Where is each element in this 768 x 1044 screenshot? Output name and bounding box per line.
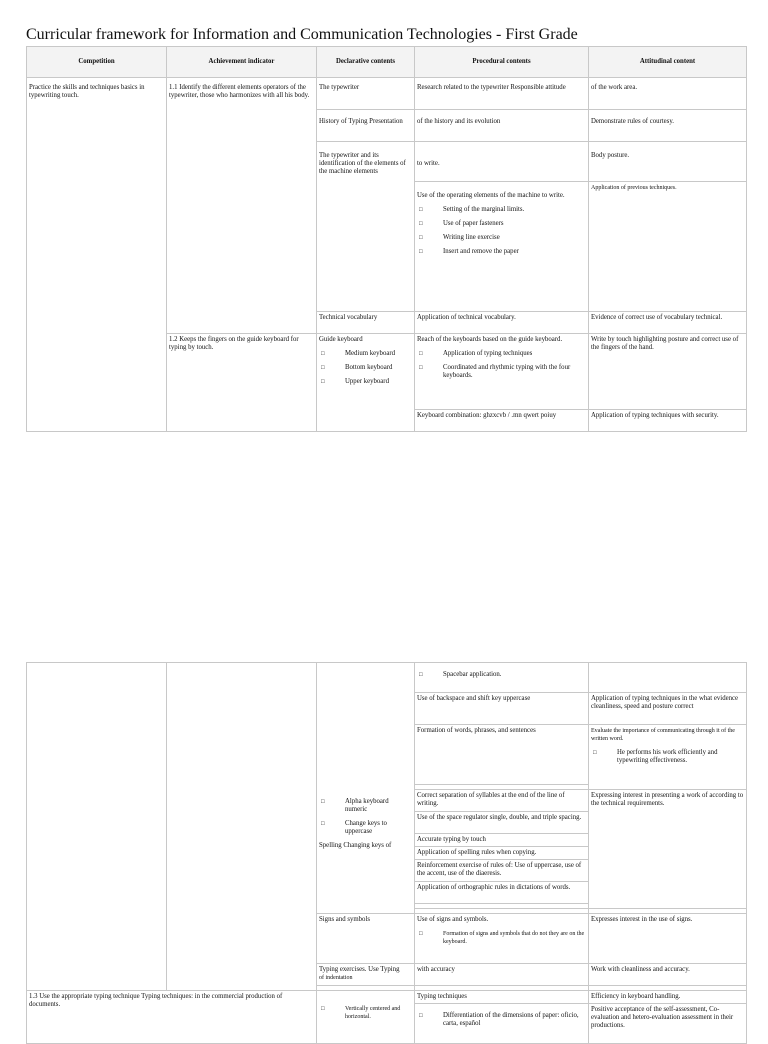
procedural-cell: Reinforcement exercise of rules of: Use of uppercase, use of the accent, use of the diaeresis. <box>415 860 589 882</box>
procedural-cell: Research related to the typewriter Responsible attitude <box>415 78 589 110</box>
declarative-subtext: of indentation <box>319 975 353 981</box>
declarative-text: Spelling Changing keys of <box>319 842 392 849</box>
bullet-item: □ Coordinated and rhythmic typing with the four keyboards. <box>417 364 586 380</box>
procedural-text: Reach of the keyboards based on the guide keyboard. <box>417 336 563 343</box>
header-attitudinal: Attitudinal content <box>589 47 747 78</box>
procedural-cell: with accuracy <box>415 964 589 986</box>
procedural-cell: Application of orthographic rules in dictations of words. <box>415 882 589 904</box>
declarative-text: Guide keyboard <box>319 336 363 343</box>
procedural-cell <box>415 663 589 693</box>
declarative-cell: History of Typing Presentation <box>317 110 415 142</box>
page-title: Curricular framework for Information and Communication Technologies - First Grade <box>26 26 578 43</box>
attitudinal-cell: of the work area. <box>589 78 747 110</box>
procedural-cell: Keyboard combination: ghzxcvb / .mn qwert poiuy <box>415 410 589 432</box>
procedural-cell: Typing techniques <box>415 991 589 1004</box>
bullet-item: □ Formation of signs and symbols that do not they are on the keyboard. <box>417 930 586 946</box>
attitudinal-cell: Evidence of correct use of vocabulary technical. <box>589 312 747 334</box>
header-achievement: Achievement indicator <box>167 47 317 78</box>
indicator-cell: 1.2 Keeps the fingers on the guide keyboard for typing by touch. <box>167 334 317 432</box>
attitudinal-cell: Expresses interest in the use of signs. <box>589 914 747 964</box>
bullet-item: □ Insert and remove the paper <box>417 248 586 256</box>
header-row <box>27 47 747 78</box>
attitudinal-cell <box>589 663 747 693</box>
attitudinal-cell: Efficiency in keyboard handling. <box>589 991 747 1004</box>
procedural-cell <box>415 334 589 410</box>
header-declarative: Declarative contents <box>317 47 415 78</box>
attitudinal-cell: Application of previous techniques. <box>589 182 747 312</box>
procedural-cell: Application of technical vocabulary. <box>415 312 589 334</box>
indicator-cell: 1.1 Identify the different elements operators of the typewriter, those who harmonizes with all his body. <box>167 78 317 334</box>
bullet-item: □ He performs his work efficiently and typewriting effectiveness. <box>591 749 744 765</box>
declarative-cell: Technical vocabulary <box>317 312 415 334</box>
attitudinal-cell: Demonstrate rules of courtesy. <box>589 110 747 142</box>
indicator-cell: 1.3 Use the appropriate typing technique Typing techniques: in the commercial production of documents. <box>27 991 317 1044</box>
bullet-item: □ Change keys to uppercase <box>319 820 412 836</box>
procedural-cell: Accurate typing by touch <box>415 834 589 847</box>
procedural-cell: to write. <box>415 142 589 182</box>
procedural-cell: Use of backspace and shift key uppercase <box>415 693 589 725</box>
header-procedural: Procedural contents <box>415 47 589 78</box>
attitudinal-cell: Work with cleanliness and accuracy. <box>589 964 747 986</box>
attitudinal-cell: Expressing interest in presenting a work of according to the technical requirements. <box>589 790 747 909</box>
declarative-cell: Signs and symbols <box>317 914 415 964</box>
declarative-text: Typing exercises. Use Typing <box>319 966 400 973</box>
declarative-cell <box>317 334 415 432</box>
header-competition: Competition <box>27 47 167 78</box>
attitudinal-cell: Application of typing techniques with security. <box>589 410 747 432</box>
bullet-item: □ Application of typing techniques <box>417 350 586 358</box>
bullet-item: □ Spacebar application. <box>417 671 586 679</box>
bullet-item: □ Medium keyboard <box>319 350 412 358</box>
declarative-cell <box>317 991 415 1044</box>
procedural-cell: Application of spelling rules when copying. <box>415 847 589 860</box>
procedural-cell <box>415 182 589 312</box>
bullet-item: □ Writing line exercise <box>417 234 586 242</box>
competition-cell <box>27 663 167 991</box>
attitudinal-cell: Body posture. <box>589 142 747 182</box>
procedural-text: Use of signs and symbols. <box>417 916 489 923</box>
procedural-cell: Use of the space regulator single, double, and triple spacing. <box>415 812 589 834</box>
table-row <box>27 78 747 110</box>
declarative-cell <box>317 964 415 986</box>
bullet-item: □ Differentiation of the dimensions of paper: oficio, carta, español <box>417 1012 586 1028</box>
procedural-text: Use of the operating elements of the machine to write. <box>417 192 565 199</box>
declarative-cell <box>317 663 415 914</box>
procedural-cell: of the history and its evolution <box>415 110 589 142</box>
attitudinal-cell <box>589 725 747 790</box>
indicator-cell <box>167 663 317 991</box>
attitudinal-cell: Application of typing techniques in the what evidence cleanliness, speed and posture correct <box>589 693 747 725</box>
bullet-item: □ Setting of the marginal limits. <box>417 206 586 214</box>
bullet-item: □ Alpha keyboard numeric <box>319 798 412 814</box>
competition-cell: Practice the skills and techniques basics in typewriting touch. <box>27 78 167 432</box>
bullet-item: □ Bottom keyboard <box>319 364 412 372</box>
bullet-item: □ Vertically centered and horizontal. <box>319 1005 412 1021</box>
curriculum-table-continued <box>26 662 747 1044</box>
table-row <box>27 663 747 693</box>
bullet-item: □ Use of paper fasteners <box>417 220 586 228</box>
attitudinal-cell: Write by touch highlighting posture and correct use of the fingers of the hand. <box>589 334 747 410</box>
bullet-item: □ Upper keyboard <box>319 378 412 386</box>
procedural-cell <box>415 914 589 964</box>
procedural-cell: Correct separation of syllables at the end of the line of writing. <box>415 790 589 812</box>
table-row <box>27 991 747 1004</box>
declarative-cell: The typewriter <box>317 78 415 110</box>
curriculum-table-top <box>26 46 747 432</box>
declarative-cell: The typewriter and its identification of the elements of the machine elements <box>317 142 415 312</box>
attitudinal-text: Evaluate the importance of communicating through it of the written word. <box>591 728 735 742</box>
procedural-cell: Formation of words, phrases, and sentences <box>415 725 589 785</box>
attitudinal-cell: Positive acceptance of the self-assessment, Co-evaluation and hetero-evaluation assessment in their productions. <box>589 1004 747 1044</box>
